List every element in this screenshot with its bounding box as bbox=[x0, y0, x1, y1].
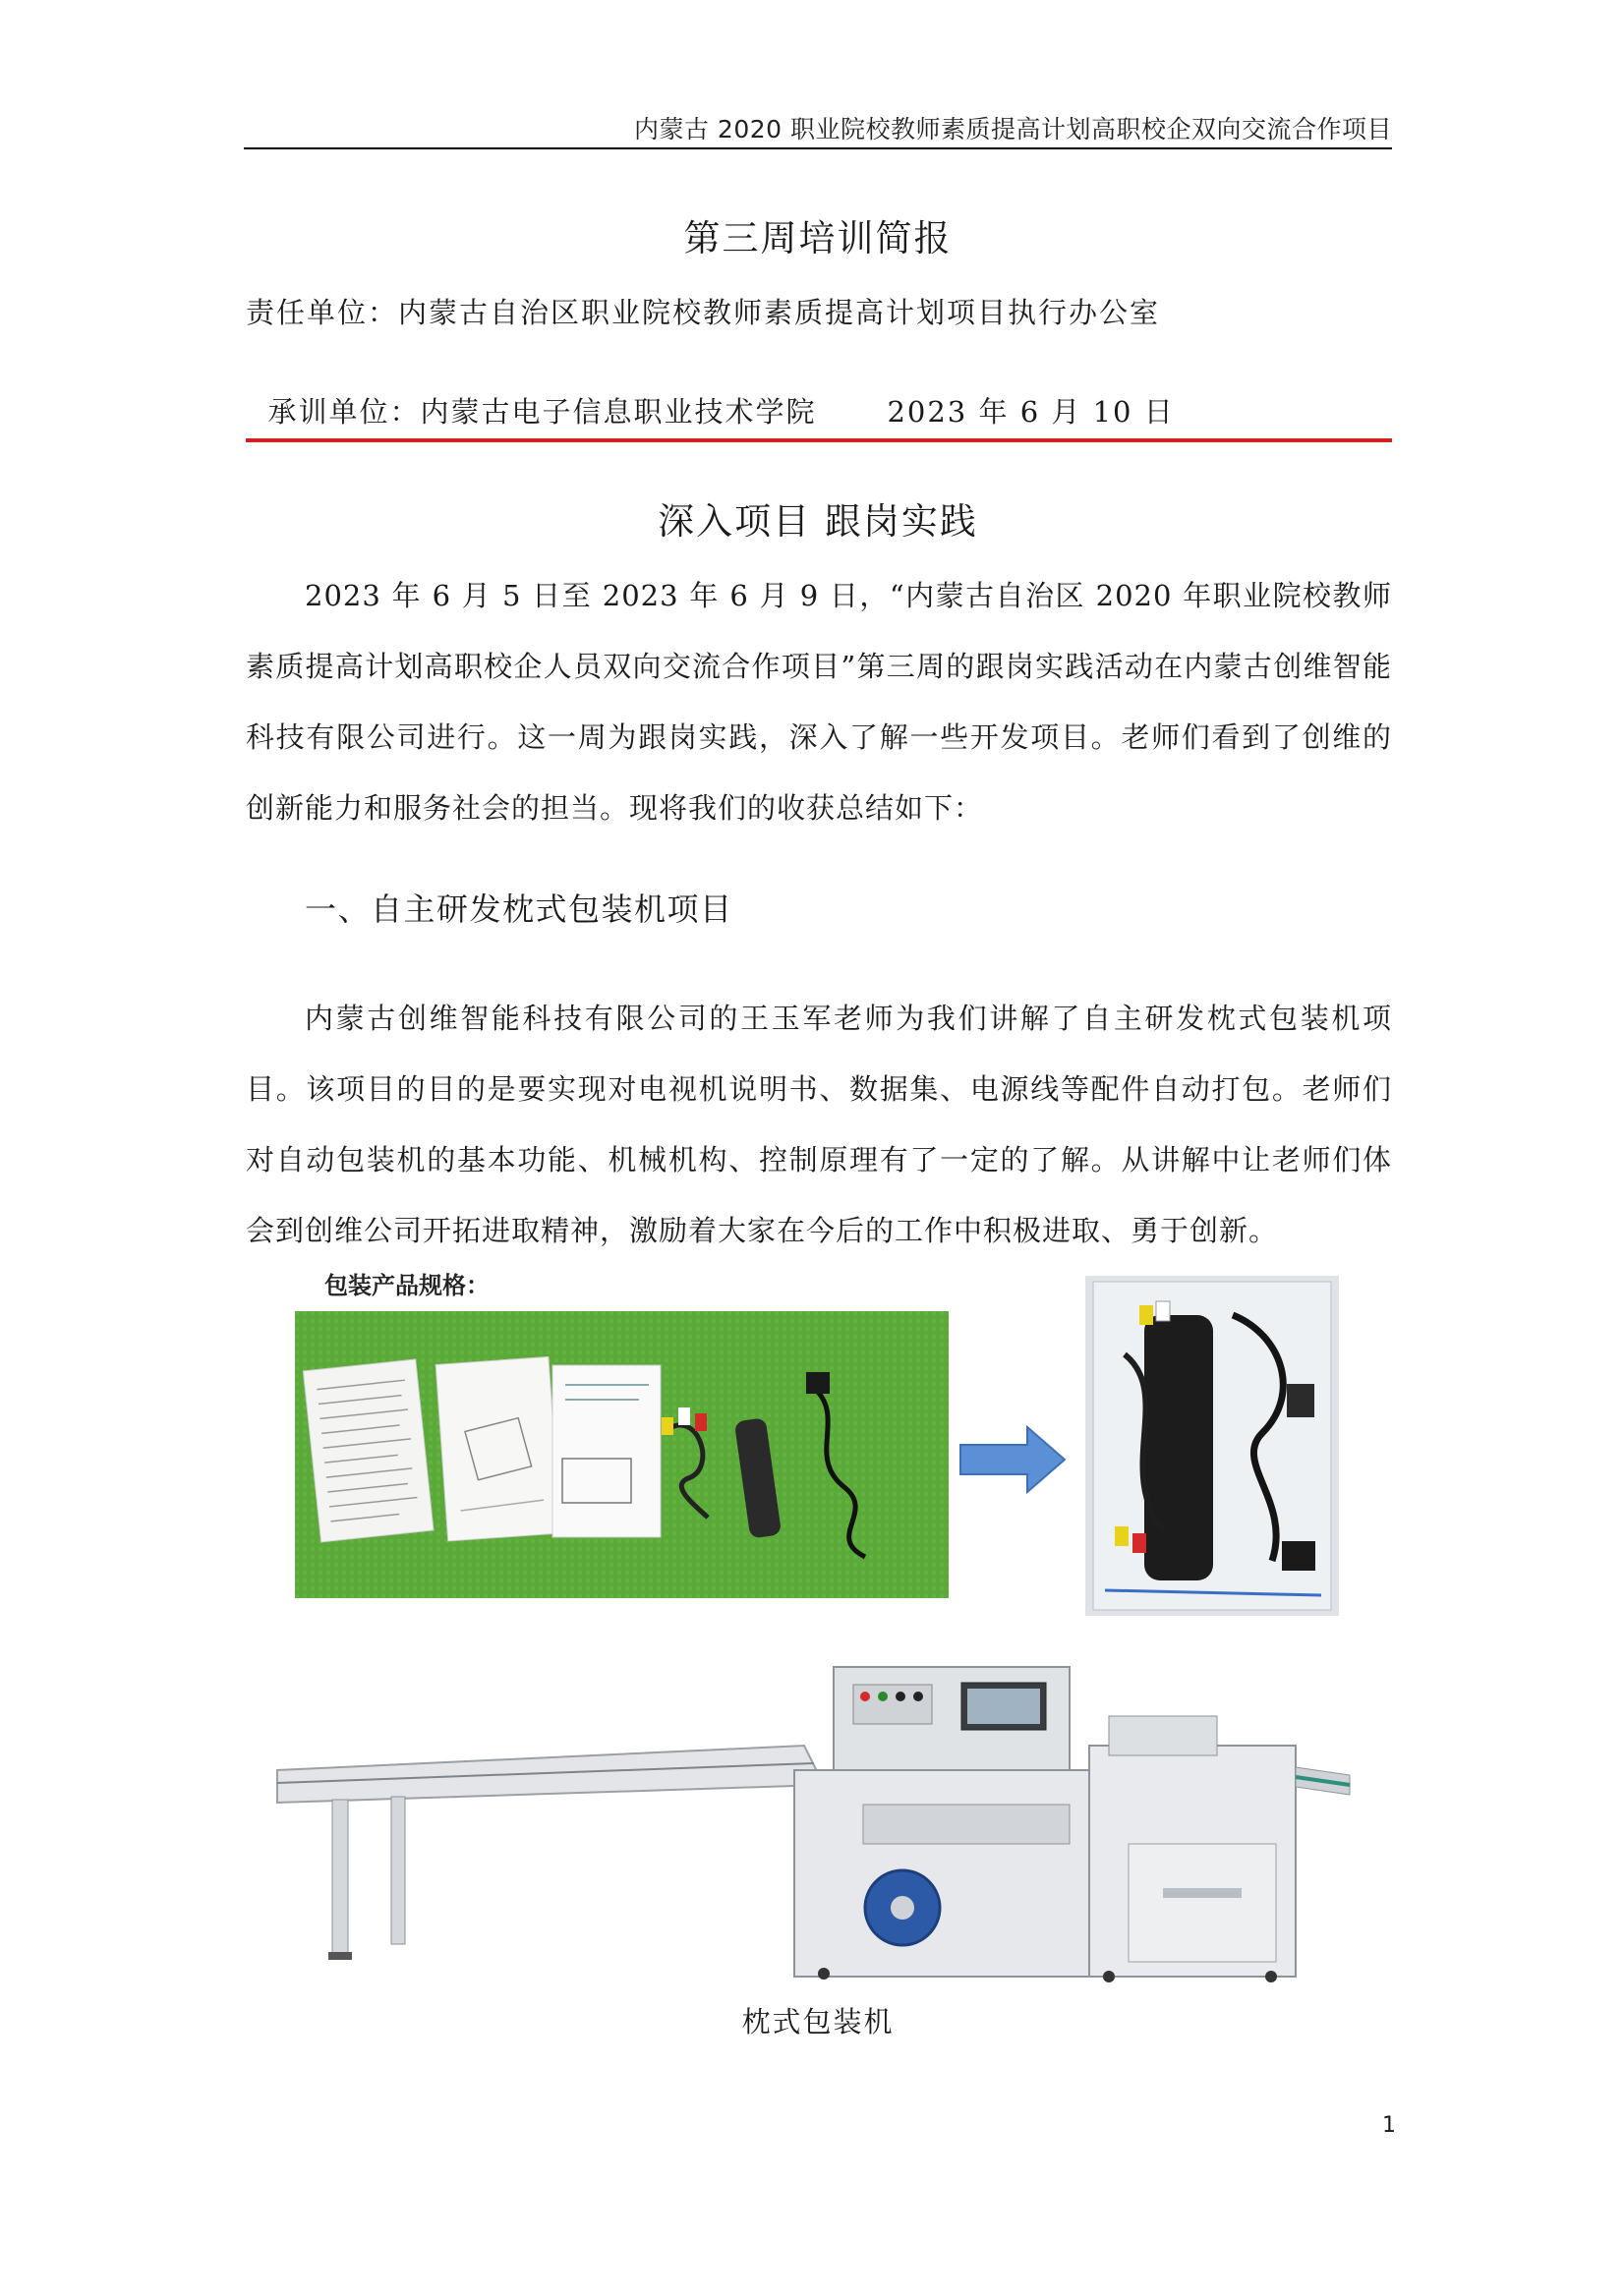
subsection-paragraph: 内蒙古创维智能科技有限公司的王玉军老师为我们讲解了自主研发枕式包装机项目。该项目的目的是要实现对电视机说明书、数据集、电源线等配件自动打包。老师们对自动包装机的基本功能、机械机构、控制原理有了一定的了解。从讲解中让老师们体会到创维公司开拓进取精神，激励着大家在今后的工作中积极进取、勇于创新。 bbox=[246, 1002, 1392, 1247]
issue-date: 2023 年 6 月 10 日 bbox=[887, 395, 1175, 429]
subsection-heading: 一、自主研发枕式包装机项目 bbox=[305, 890, 733, 928]
red-divider bbox=[246, 438, 1392, 442]
product-spec-photo bbox=[295, 1311, 949, 1598]
responsible-unit: 责任单位：内蒙古自治区职业院校教师素质提高计划项目执行办公室 bbox=[246, 296, 1161, 329]
arrow-right-icon bbox=[958, 1425, 1067, 1494]
running-header: 内蒙古 2020 职业院校教师素质提高计划高职校企双向交流合作项目 bbox=[633, 115, 1392, 144]
section-title: 深入项目 跟岗实践 bbox=[658, 500, 978, 543]
host-unit: 承训单位：内蒙古电子信息职业技术学院 bbox=[267, 395, 817, 429]
document-title: 第三周培训简报 bbox=[683, 217, 953, 259]
spec-label: 包装产品规格： bbox=[324, 1272, 490, 1299]
pillow-packaging-machine-photo bbox=[273, 1657, 1355, 1983]
intro-paragraph: 2023 年 6 月 5 日至 2023 年 6 月 9 日，“内蒙古自治区 2020 年职业院校教师素质提高计划高职校企人员双向交流合作项目”第三周的跟岗实践活动在内蒙古创维智能科技有限公司进行。这一周为跟岗实践，深入了解一些开发项目。老师们看到了创维的创新能力和服务社会的担当。现将我们的收获总结如下： bbox=[246, 579, 1392, 825]
page-number: 1 bbox=[1382, 2113, 1396, 2138]
host-unit-line bbox=[246, 357, 1392, 430]
packaged-product-photo bbox=[1085, 1276, 1339, 1616]
header-divider bbox=[244, 147, 1392, 149]
machine-caption: 枕式包装机 bbox=[741, 2005, 895, 2038]
